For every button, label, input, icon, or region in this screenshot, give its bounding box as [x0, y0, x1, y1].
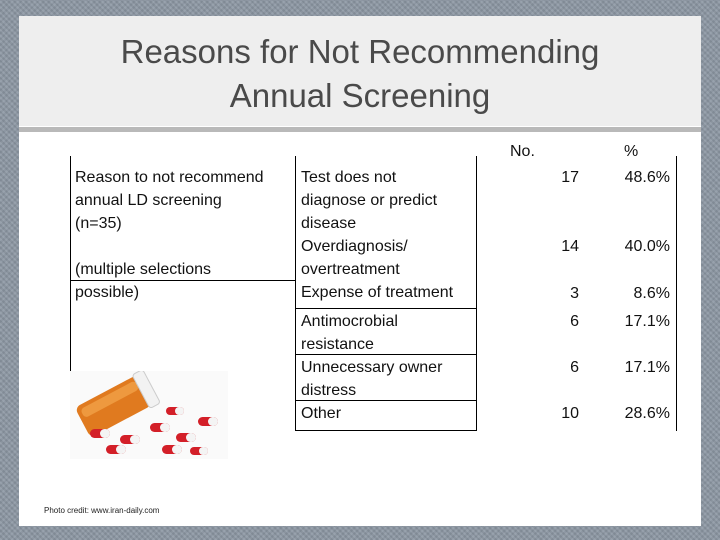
reason-label-line-5: possible)	[75, 284, 140, 301]
row-percent: 17.1%	[624, 359, 670, 376]
row-count: 17	[561, 169, 579, 186]
reason-text: Other	[301, 405, 342, 422]
reason-label-line-1: Reason to not recommend	[75, 169, 264, 186]
reason-label-line-4: (multiple selections	[75, 261, 212, 278]
reason-text: resistance	[301, 336, 374, 353]
title-divider	[19, 127, 701, 132]
table-row-reason	[301, 235, 476, 281]
pill-bottle-icon	[70, 371, 228, 459]
reason-text: disease	[301, 215, 357, 232]
row-count: 6	[570, 359, 579, 376]
row-count: 6	[570, 313, 579, 330]
table-border	[295, 308, 477, 309]
reason-label	[75, 166, 295, 304]
table-border	[476, 156, 477, 431]
title-line-1: Reasons for Not Recommending	[120, 33, 600, 70]
slide	[19, 16, 701, 526]
reason-text: overtreatment	[301, 261, 400, 278]
row-count: 3	[570, 285, 579, 302]
slide-title	[19, 30, 701, 118]
reason-text: Antimocrobial	[301, 313, 398, 330]
table-border	[295, 354, 477, 355]
table-row-reason	[301, 356, 476, 402]
row-percent: 8.6%	[633, 285, 670, 302]
row-percent: 48.6%	[624, 169, 670, 186]
row-count: 10	[561, 405, 579, 422]
reason-label-line-2: annual LD screening	[75, 192, 222, 209]
reason-text: Overdiagnosis/	[301, 238, 408, 255]
row-count: 14	[561, 238, 579, 255]
photo-credit: Photo credit: www.iran-daily.com	[44, 506, 160, 515]
table-border	[295, 430, 477, 431]
row-percent: 28.6%	[624, 405, 670, 422]
title-line-2: Annual Screening	[229, 77, 491, 114]
table-row-reason	[301, 402, 476, 425]
pill-bottle-photo	[70, 371, 228, 459]
reason-label-line-3: (n=35)	[75, 215, 122, 232]
table-row-reason	[301, 310, 476, 356]
reason-text: Expense of treatment	[301, 284, 454, 301]
row-percent: 17.1%	[624, 313, 670, 330]
table-border	[295, 400, 477, 401]
table-border	[295, 156, 296, 431]
table-row-reason	[301, 281, 481, 304]
reason-text: Test does not	[301, 169, 397, 186]
table-border	[70, 280, 296, 281]
header-percent: %	[624, 143, 639, 160]
table-border	[676, 156, 677, 431]
table-row-reason	[301, 166, 476, 235]
reason-text: diagnose or predict	[301, 192, 438, 209]
header-no: No.	[510, 143, 535, 160]
row-percent: 40.0%	[624, 238, 670, 255]
reason-text: distress	[301, 382, 357, 399]
reason-text: Unnecessary owner	[301, 359, 443, 376]
